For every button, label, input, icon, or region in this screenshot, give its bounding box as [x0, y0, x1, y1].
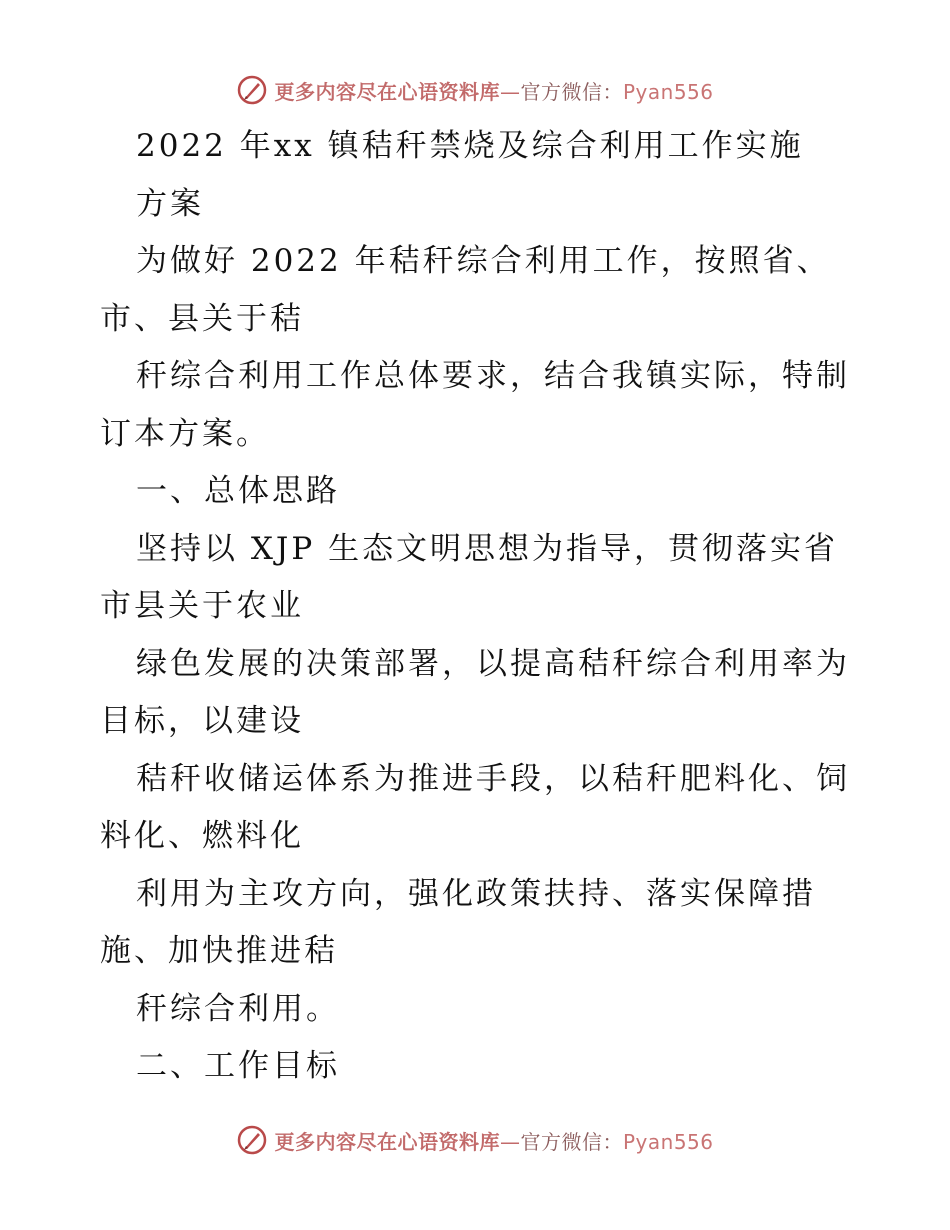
watermark-dash: —: [499, 1129, 521, 1154]
watermark-brand: 更多内容尽在心语资料库: [274, 1129, 500, 1154]
quill-logo-icon: [236, 1124, 268, 1156]
document-line: 一、总体思路: [136, 473, 340, 509]
document-line: 料化、燃料化: [100, 818, 304, 854]
document-line: 秆综合利用。: [136, 990, 340, 1027]
watermark-label: 官方微信：: [520, 79, 623, 104]
document-line: 利用为主攻方向，强化政策扶持、落实保障措: [136, 875, 816, 912]
document-line: 方案: [136, 185, 204, 222]
document-line: 市、县关于秸: [100, 300, 304, 337]
document-line: 市县关于农业: [100, 588, 304, 624]
document-line: 订本方案。: [100, 415, 270, 452]
document-line: 施、加快推进秸: [100, 933, 338, 969]
document-line: 目标，以建设: [100, 703, 304, 739]
watermark-dash: —: [499, 79, 521, 104]
document-line: 为做好 2022 年秸秆综合利用工作，按照省、: [136, 243, 831, 279]
document-body: [100, 118, 860, 1096]
watermark-id: Pyan556: [622, 79, 714, 104]
watermark-text: [274, 76, 713, 105]
header-watermark: [0, 70, 950, 110]
quill-logo-icon: [236, 74, 268, 106]
footer-watermark: [0, 1120, 950, 1160]
document-line: 秆综合利用工作总体要求，结合我镇实际，特制: [136, 358, 850, 394]
watermark-text: [274, 1126, 713, 1155]
watermark-brand: 更多内容尽在心语资料库: [274, 79, 500, 104]
watermark-id: Pyan556: [622, 1129, 714, 1154]
document-line: 坚持以 XJP 生态文明思想为指导，贯彻落实省: [136, 530, 839, 567]
document-line: 二、工作目标: [136, 1048, 340, 1084]
document-line: 秸秆收储运体系为推进手段，以秸秆肥料化、饲: [136, 760, 850, 797]
watermark-label: 官方微信：: [520, 1129, 623, 1154]
document-line: 2022 年xx 镇秸秆禁烧及综合利用工作实施: [136, 128, 804, 164]
document-line: 绿色发展的决策部署，以提高秸秆综合利用率为: [136, 645, 850, 682]
